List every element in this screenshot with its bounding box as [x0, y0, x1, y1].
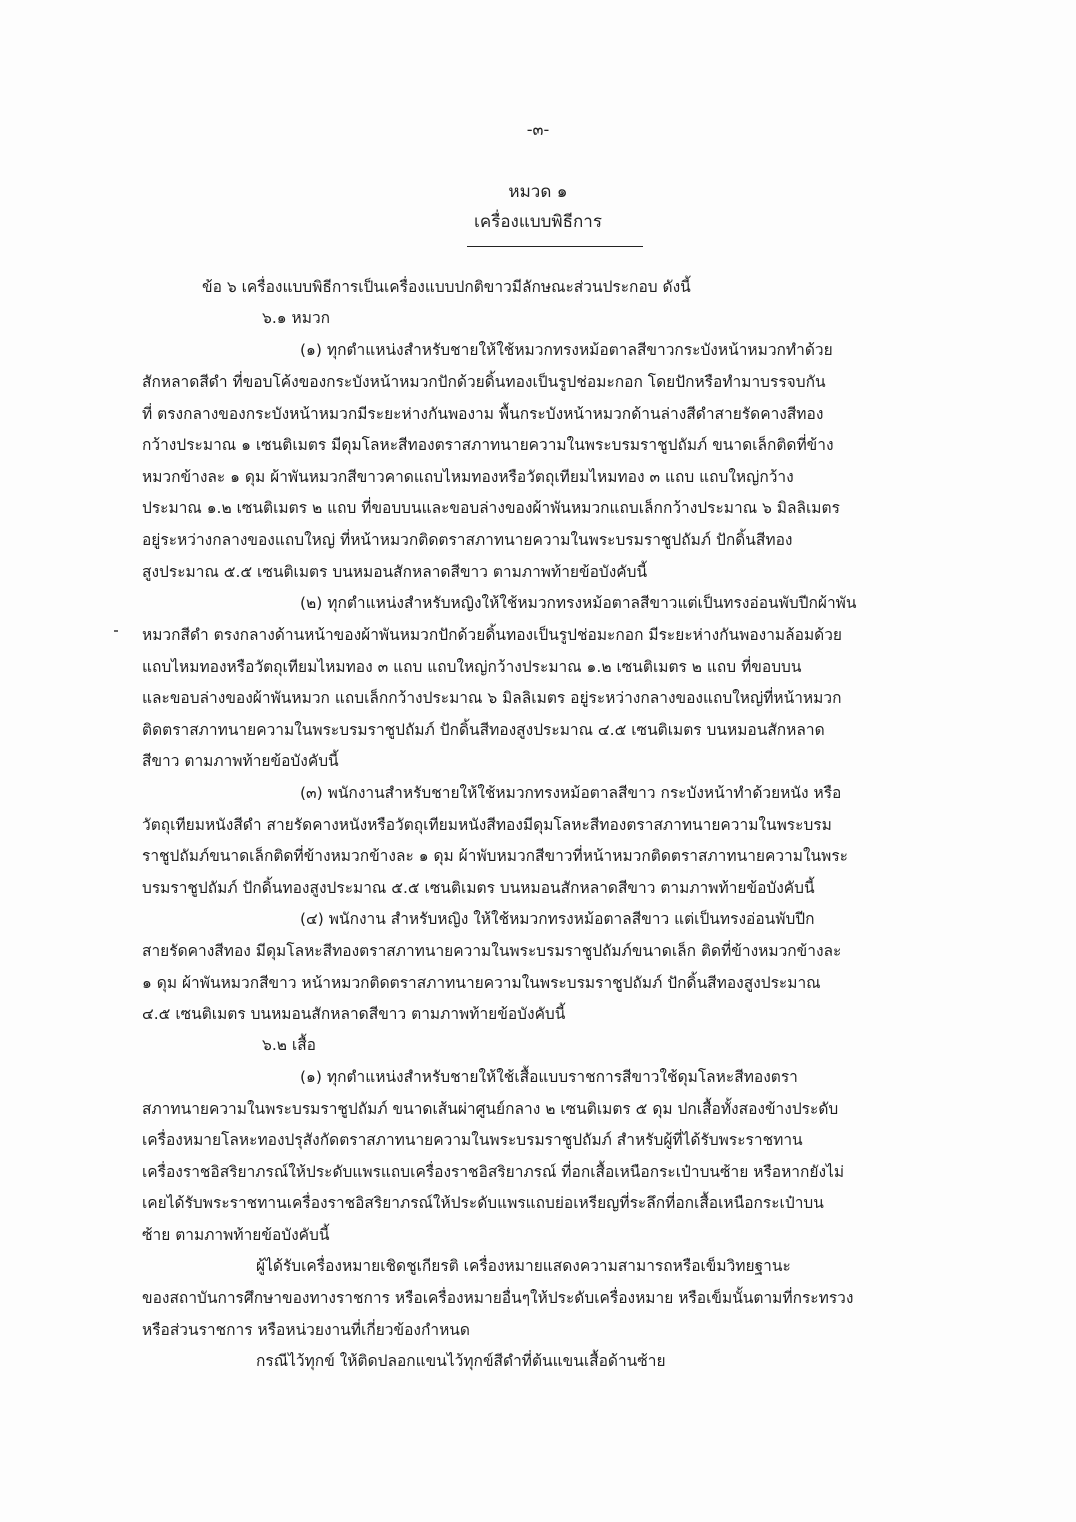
paragraph-line: ของสถาบันการศึกษาของทางราชการ หรือเครื่องหมายอื่นๆให้ประดับเครื่องหมาย หรือเข็มนั้นตามที่กระทรวง	[142, 1289, 854, 1307]
paragraph-line: อยู่ระหว่างกลางของแถบใหญ่ ที่หน้าหมวกติดตราสภาทนายความในพระบรมราชูปถัมภ์ ปักดิ้นสีทอง	[142, 531, 793, 549]
section-6-2-heading: ๖.๒ เสื้อ	[262, 1036, 316, 1054]
paragraph-line: สีขาว ตามภาพท้ายข้อบังคับนี้	[142, 752, 339, 770]
paragraph-line: กรณีไว้ทุกข์ ให้ติดปลอกแขนไว้ทุกข์สีดำที่ต้นแขนเสื้อด้านซ้าย	[256, 1352, 666, 1370]
paragraph-line: แถบไหมทองหรือวัตถุเทียมไหมทอง ๓ แถบ แถบใหญ่กว้างประมาณ ๑.๒ เซนติเมตร ๒ แถบ ที่ขอบบน	[142, 658, 802, 676]
paragraph-line: (๑) ทุกตำแหน่งสำหรับชายให้ใช้หมวกทรงหม้อตาลสีขาวกระบังหน้าหมวกทำด้วย	[300, 341, 833, 359]
paragraph-line: สายรัดคางสีทอง มีดุมโลหะสีทองตราสภาทนายความในพระบรมราชูปถัมภ์ขนาดเล็ก ติดที่ข้างหมวกข้างละ	[142, 942, 842, 960]
paragraph-line: เคยได้รับพระราชทานเครื่องราชอิสริยาภรณ์ให้ประดับแพรแถบย่อเหรียญที่ระลึกที่อกเสื้อเหนือกระเป๋าบน	[142, 1194, 824, 1212]
paragraph-line: (๔) พนักงาน สำหรับหญิง ให้ใช้หมวกทรงหม้อตาลสีขาว แต่เป็นทรงอ่อนพับปีก	[300, 910, 815, 928]
paragraph-line: สภาทนายความในพระบรมราชูปถัมภ์ ขนาดเส้นผ่าศูนย์กลาง ๒ เซนติเมตร ๕ ดุม ปกเสื้อทั้งสองข้างประดับ	[142, 1100, 839, 1118]
section-6-1-heading: ๖.๑ หมวก	[262, 309, 331, 327]
paragraph-line: ๑ ดุม ผ้าพันหมวกสีขาว หน้าหมวกติดตราสภาทนายความในพระบรมราชูปถัมภ์ ปักดิ้นสีทองสูงประมาณ	[142, 974, 821, 992]
paragraph-line: หรือส่วนราชการ หรือหน่วยงานที่เกี่ยวข้องกำหนด	[142, 1321, 470, 1339]
scan-speck	[114, 630, 118, 632]
paragraph-line: และขอบล่างของผ้าพันหมวก แถบเล็กกว้างประมาณ ๖ มิลลิเมตร อยู่ระหว่างกลางของแถบใหญ่ที่หน้าหมวก	[142, 689, 842, 707]
paragraph-line: (๑) ทุกตำแหน่งสำหรับชายให้ใช้เสื้อแบบราชการสีขาวใช้ดุมโลหะสีทองตรา	[300, 1068, 798, 1086]
paragraph-line: สูงประมาณ ๕.๕ เซนติเมตร บนหมอนสักหลาดสีขาว ตามภาพท้ายข้อบังคับนี้	[142, 563, 648, 581]
chapter-title: เครื่องแบบพิธีการ	[474, 212, 602, 232]
paragraph-line: กว้างประมาณ ๑ เซนติเมตร มีดุมโลหะสีทองตราสภาทนายความในพระบรมราชูปถัมภ์ ขนาดเล็กติดที่ข้าง	[142, 436, 834, 454]
paragraph-line: ติดตราสภาทนายความในพระบรมราชูปถัมภ์ ปักดิ้นสีทองสูงประมาณ ๔.๕ เซนติเมตร บนหมอนสักหลาด	[142, 721, 825, 739]
paragraph-line: เครื่องหมายโลหะทองปรุสังกัดตราสภาทนายความในพระบรมราชูปถัมภ์ สำหรับผู้ที่ได้รับพระราชทาน	[142, 1131, 803, 1149]
paragraph-line: วัตถุเทียมหนังสีดำ สายรัดคางหนังหรือวัตถุเทียมหนังสีทองมีดุมโลหะสีทองตราสภาทนายความในพระบรม	[142, 816, 832, 834]
paragraph-line: สักหลาดสีดำ ที่ขอบโค้งของกระบังหน้าหมวกปักด้วยดิ้นทองเป็นรูปช่อมะกอก โดยปักหรือทำมาบรรจบกัน	[142, 373, 826, 391]
paragraph-line: ๔.๕ เซนติเมตร บนหมอนสักหลาดสีขาว ตามภาพท้ายข้อบังคับนี้	[142, 1005, 566, 1023]
paragraph-line: หมวกสีดำ ตรงกลางด้านหน้าของผ้าพันหมวกปักด้วยดิ้นทองเป็นรูปช่อมะกอก มีระยะห่างกันพองามล้อมด้วย	[142, 626, 843, 644]
chapter-label: หมวด ๑	[508, 182, 568, 202]
paragraph-line: ซ้าย ตามภาพท้ายข้อบังคับนี้	[142, 1226, 330, 1244]
paragraph-line: ประมาณ ๑.๒ เซนติเมตร ๒ แถบ ที่ขอบบนและขอบล่างของผ้าพันหมวกแถบเล็กกว้างประมาณ ๖ มิลลิเมตร	[142, 499, 840, 517]
paragraph-line: ที่ ตรงกลางของกระบังหน้าหมวกมีระยะห่างกันพองาม พื้นกระบังหน้าหมวกด้านล่างสีดำสายรัดคางสีทอง	[142, 405, 824, 423]
article-6-heading: ข้อ ๖ เครื่องแบบพิธีการเป็นเครื่องแบบปกติขาวมีลักษณะส่วนประกอบ ดังนี้	[202, 278, 691, 296]
paragraph-line: (๓) พนักงานสำหรับชายให้ใช้หมวกทรงหม้อตาลสีขาว กระบังหน้าทำด้วยหนัง หรือ	[300, 784, 842, 802]
page-number: -๓-	[526, 120, 550, 139]
paragraph-line: บรมราชูปถัมภ์ ปักดิ้นทองสูงประมาณ ๕.๕ เซนติเมตร บนหมอนสักหลาดสีขาว ตามภาพท้ายข้อบังคับนี้	[142, 879, 815, 897]
paragraph-line: เครื่องราชอิสริยาภรณ์ให้ประดับแพรแถบเครื่องราชอิสริยาภรณ์ ที่อกเสื้อเหนือกระเป๋าบนซ้าย หรือหากยังไม่	[142, 1163, 845, 1181]
paragraph-line: ราชูปถัมภ์ขนาดเล็กติดที่ข้างหมวกข้างละ ๑ ดุม ผ้าพับหมวกสีขาวที่หน้าหมวกติดตราสภาทนายความในพระ	[142, 847, 848, 865]
paragraph-line: หมวกข้างละ ๑ ดุม ผ้าพันหมวกสีขาวคาดแถบไหมทองหรือวัตถุเทียมไหมทอง ๓ แถบ แถบใหญ่กว้าง	[142, 468, 794, 486]
paragraph-line: ผู้ได้รับเครื่องหมายเชิดชูเกียรติ เครื่องหมายแสดงความสามารถหรือเข็มวิทยฐานะ	[256, 1257, 791, 1275]
title-underline	[467, 246, 643, 247]
paragraph-line: (๒) ทุกตำแหน่งสำหรับหญิงให้ใช้หมวกทรงหม้อตาลสีขาวแต่เป็นทรงอ่อนพับปีกผ้าพัน	[300, 594, 857, 612]
